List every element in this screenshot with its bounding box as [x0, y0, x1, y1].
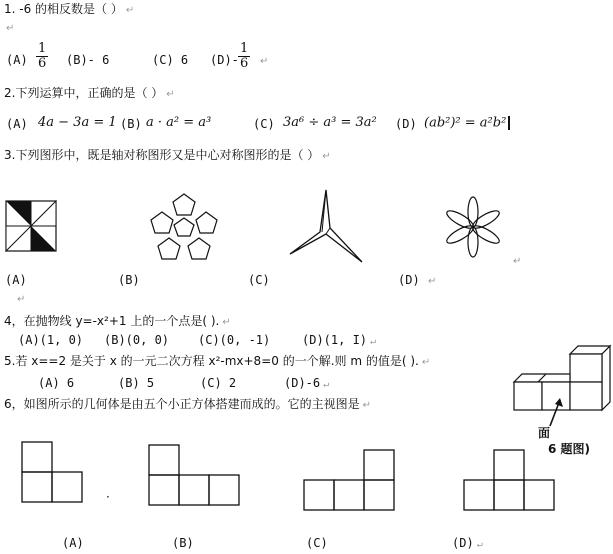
q4-stem: 4，在抛物线 y=-x²+1 上的一个点是( ). ↵	[4, 314, 231, 328]
figure-caption: 6 题图)	[548, 442, 591, 456]
q6-option-b-figure	[147, 443, 243, 509]
q1-stem: 1. -6 的相反数是（ ） ↵	[4, 2, 135, 16]
text-cursor	[508, 116, 510, 130]
pentagon-figure	[144, 190, 224, 265]
q6-label-b: (B)	[172, 536, 194, 550]
q3-label-d: (D)	[398, 273, 420, 287]
q5-stem: 5.若 x==2 是关于 x 的一元二次方程 x²-mx+8=0 的一个解.则 m 的值是( ). ↵	[4, 354, 431, 368]
pinwheel-figure	[5, 200, 57, 252]
q6-stem: 6，如图所示的几何体是由五个小正方体搭建而成的。它的主视图是 ↵	[4, 397, 372, 411]
q1-option-d-fraction: $\frac{1}{6}$	[240, 41, 249, 71]
q2-option-a-expr: 4a − 3a = 1	[38, 115, 117, 130]
q1-option-c: (C) 6	[152, 53, 189, 67]
return-mark: ↵	[513, 256, 522, 267]
q1-option-b: (B)- 6	[66, 53, 110, 67]
q2-option-b-expr: a · a² = a³	[146, 115, 212, 130]
q1-option-a-label: (A)	[6, 53, 28, 67]
q2-option-d-expr: (ab²)² = a²b²	[424, 116, 510, 131]
q2-option-d-label: (D)	[395, 117, 417, 131]
q1-option-a-fraction: $\frac{1}{6}$	[38, 41, 47, 71]
q6-option-d-figure	[462, 448, 558, 514]
q6-option-c-figure	[302, 448, 398, 514]
q2-option-c-expr: 3a⁶ ÷ a³ = 3a²	[283, 115, 377, 130]
q4-option-c: (C)(0, -1)	[198, 333, 271, 347]
q5-option-d: (D)-6 ↵	[284, 376, 330, 390]
q6-label-c: (C)	[306, 536, 328, 550]
return-mark: ↵	[260, 56, 269, 67]
q3-label-b: (B)	[118, 273, 140, 287]
q4-option-a: (A)(1, 0)	[18, 333, 84, 347]
q3-stem: 3.下列图形中，既是轴对称图形又是中心对称图形的是（ ） ↵	[4, 148, 331, 162]
cube-solid-figure	[510, 340, 612, 436]
q4-option-d: (D)(1, I) ↵	[302, 333, 377, 347]
flower-figure	[440, 194, 506, 260]
q5-option-a: (A) 6	[38, 376, 75, 390]
q6-label-d: (D) ↵	[452, 536, 483, 550]
q1-option-d-label: (D)-	[210, 53, 239, 67]
three-point-star-figure	[288, 188, 364, 264]
return-mark: ↵	[428, 276, 437, 287]
q6-option-a-figure	[20, 440, 86, 506]
q3-label-a: (A)	[5, 273, 27, 287]
front-view-label: 面	[538, 426, 551, 440]
q5-option-b: (B) 5	[118, 376, 155, 390]
q2-option-b-label: (B)	[120, 117, 142, 131]
q4-option-b: (B)(0, 0)	[104, 333, 170, 347]
q6-label-a: (A)	[62, 536, 84, 550]
return-mark: ↵	[17, 294, 26, 305]
q3-label-c: (C)	[248, 273, 270, 287]
dot-mark: ·	[106, 490, 110, 504]
q5-option-c: (C) 2	[200, 376, 237, 390]
q2-stem: 2.下列运算中，正确的是（ ） ↵	[4, 86, 175, 100]
q2-option-c-label: (C)	[253, 117, 275, 131]
q2-option-a-label: (A)	[6, 117, 28, 131]
return-mark: ↵	[6, 23, 15, 34]
